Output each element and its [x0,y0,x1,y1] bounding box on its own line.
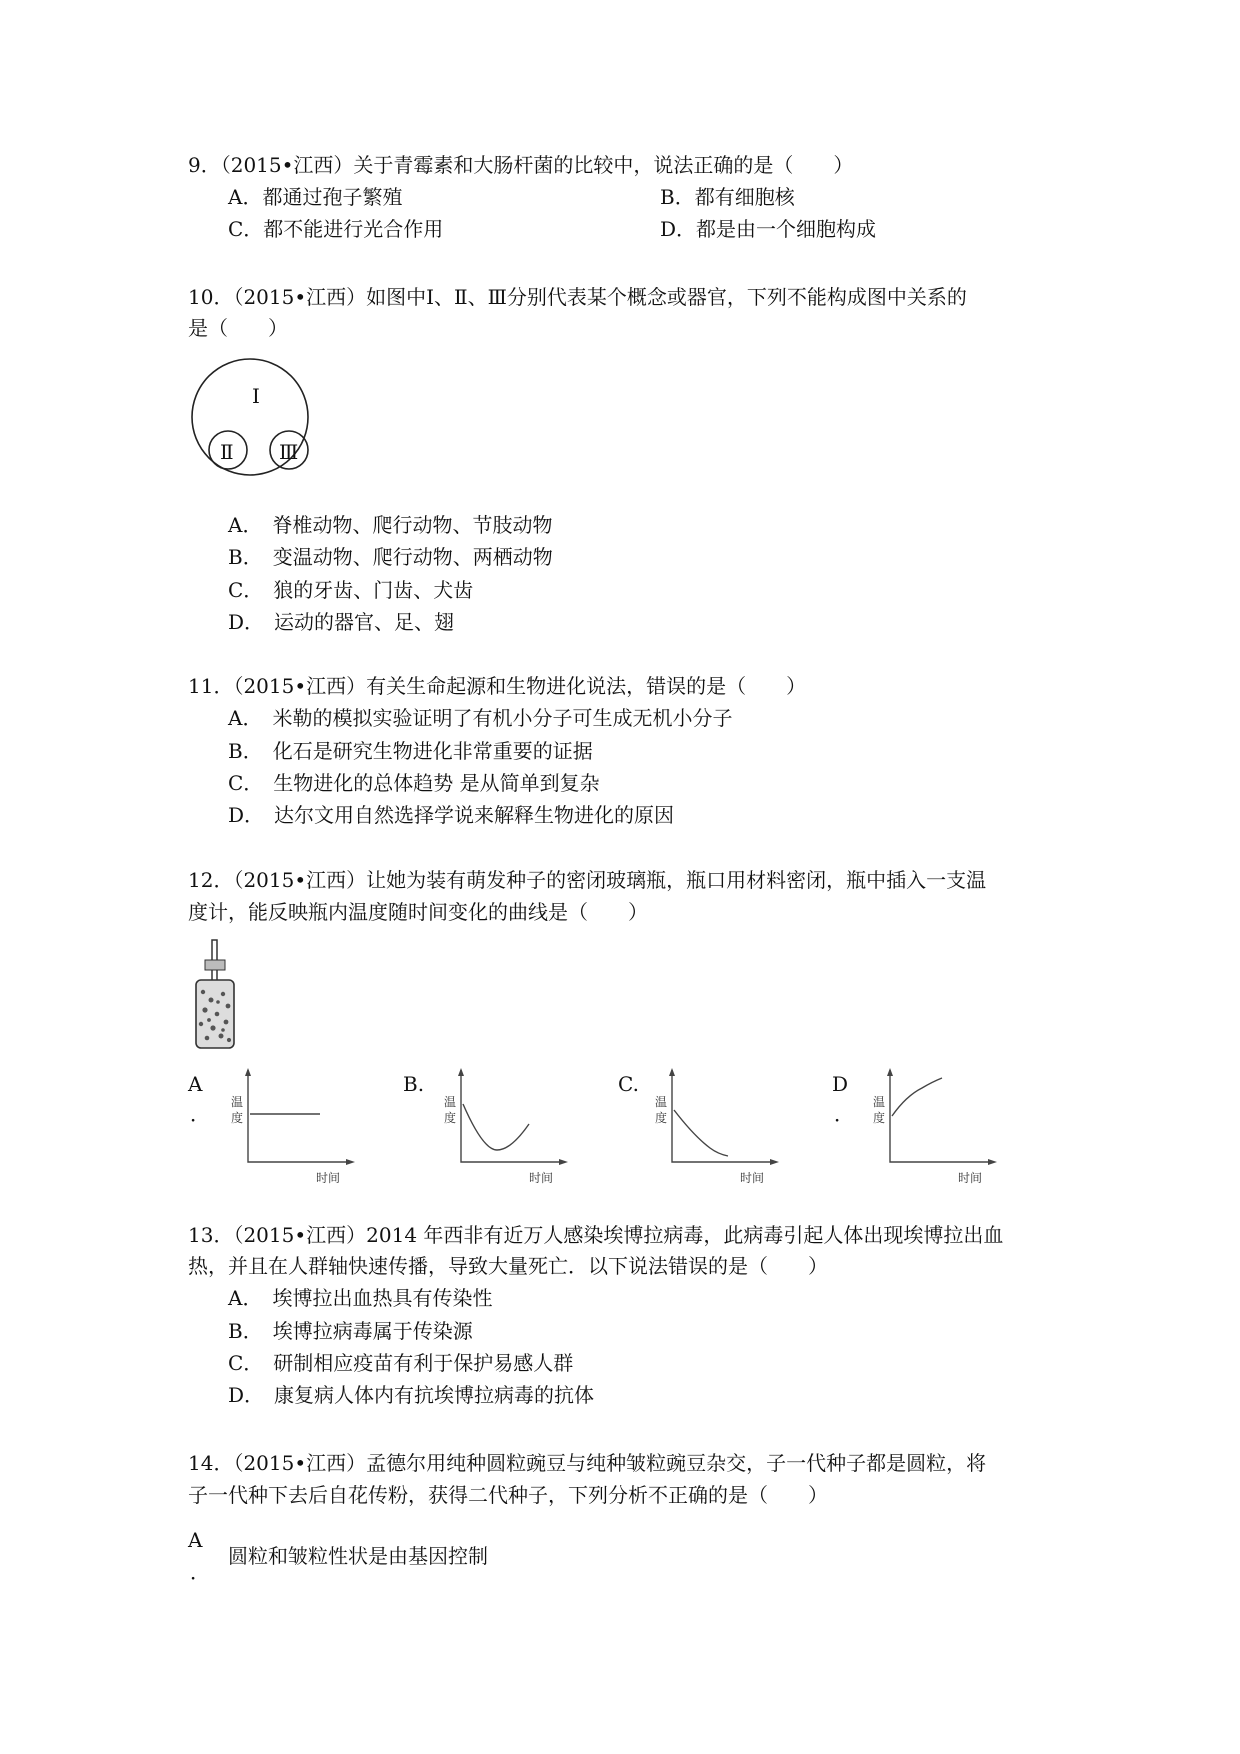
q10-stem-line2: 是（ ） [188,316,288,340]
q9-option-a: A．都通过孢子繁殖 [228,185,403,209]
sealed-jar-thermometer-image [193,940,243,1052]
q10-option-a: A． 脊椎动物、爬行动物、节肢动物 [228,513,553,537]
graph-a-ylabel-2: 度 [231,1111,244,1125]
diagram-label-III: Ⅲ [279,440,299,464]
q11-stem: 11．（2015•江西）有关生命起源和生物进化说法，错误的是（ ） [188,674,807,698]
graph-c-label: C. [618,1072,639,1096]
q14-option-a-label: A [188,1528,203,1552]
diagram-label-I: Ⅰ [252,384,260,408]
graph-a-ylabel-1: 温 [231,1095,244,1109]
q14-stem-line1: 14．（2015•江西）孟德尔用纯种圆粒豌豆与纯种皱粒豌豆杂交，子一代种子都是圆粒，将 [188,1451,987,1475]
q11-option-d: D． 达尔文用自然选择学说来解释生物进化的原因 [228,803,675,827]
q13-stem-line2: 热，并且在人群轴快速传播，导致大量死亡．以下说法错误的是（ ） [188,1254,828,1278]
q10-option-b: B． 变温动物、爬行动物、两栖动物 [228,545,553,569]
graph-c-xlabel: 时间 [740,1171,765,1185]
diagram-label-II: Ⅱ [220,440,234,464]
graph-d-curve [892,1078,942,1116]
graph-b [441,1066,571,1186]
q14-option-a-dot: ． [190,1560,210,1584]
graph-b-ylabel-2: 度 [444,1111,457,1125]
graph-d-ylabel-1: 温 [873,1095,886,1109]
graph-c-curve [674,1110,728,1156]
graph-a-xlabel: 时间 [316,1171,341,1185]
graph-b-xlabel: 时间 [529,1171,554,1185]
graph-a [228,1066,358,1186]
graph-b-ylabel-1: 温 [444,1095,457,1109]
graph-a-dot: ． [190,1102,210,1126]
graph-d-xlabel: 时间 [958,1171,983,1185]
graph-c-ylabel-1: 温 [655,1095,668,1109]
q10-option-c: C． 狼的牙齿、门齿、犬齿 [228,578,474,602]
graph-b-label: B. [403,1072,425,1096]
q12-stem-line1: 12．（2015•江西）让她为装有萌发种子的密闭玻璃瓶，瓶口用材料密闭，瓶中插入一支温 [188,868,987,892]
q9-option-d: D．都是由一个细胞构成 [660,217,877,241]
q9-option-c: C．都不能进行光合作用 [228,217,444,241]
q13-option-b: B． 埃博拉病毒属于传染源 [228,1319,473,1343]
graph-c-ylabel-2: 度 [655,1111,668,1125]
q13-option-c: C． 研制相应疫苗有利于保护易感人群 [228,1351,574,1375]
graph-b-curve [463,1104,529,1150]
q13-option-d: D． 康复病人体内有抗埃博拉病毒的抗体 [228,1383,595,1407]
q11-option-c: C． 生物进化的总体趋势 是从简单到复杂 [228,771,600,795]
q13-option-a: A． 埃博拉出血热具有传染性 [228,1286,493,1310]
graph-a-label: A [188,1072,203,1096]
q10-stem-line1: 10．（2015•江西）如图中Ⅰ、Ⅱ、Ⅲ分别代表某个概念或器官，下列不能构成图中关系的 [188,285,967,309]
graph-d-ylabel-2: 度 [873,1111,886,1125]
q13-stem-line1: 13．（2015•江西）2014 年西非有近万人感染埃博拉病毒，此病毒引起人体出现埃博拉出血 [188,1223,1004,1247]
q9-stem: 9．（2015•江西）关于青霉素和大肠杆菌的比较中，说法正确的是（ ） [188,153,854,177]
graph-d-dot: ． [834,1102,854,1126]
graph-d [870,1066,1000,1186]
q11-option-b: B． 化石是研究生物进化非常重要的证据 [228,739,593,763]
graph-c [652,1066,782,1186]
q12-stem-line2: 度计，能反映瓶内温度随时间变化的曲线是（ ） [188,900,648,924]
q11-option-a: A． 米勒的模拟实验证明了有机小分子可生成无机小分子 [228,706,733,730]
q14-option-a-text: 圆粒和皱粒性状是由基因控制 [228,1544,488,1568]
q14-stem-line2: 子一代种下去后自花传粉，获得二代种子，下列分析不正确的是（ ） [188,1483,828,1507]
graph-d-label: D [832,1072,849,1096]
q10-option-d: D． 运动的器官、足、翅 [228,610,455,634]
q9-option-b: B．都有细胞核 [660,185,795,209]
